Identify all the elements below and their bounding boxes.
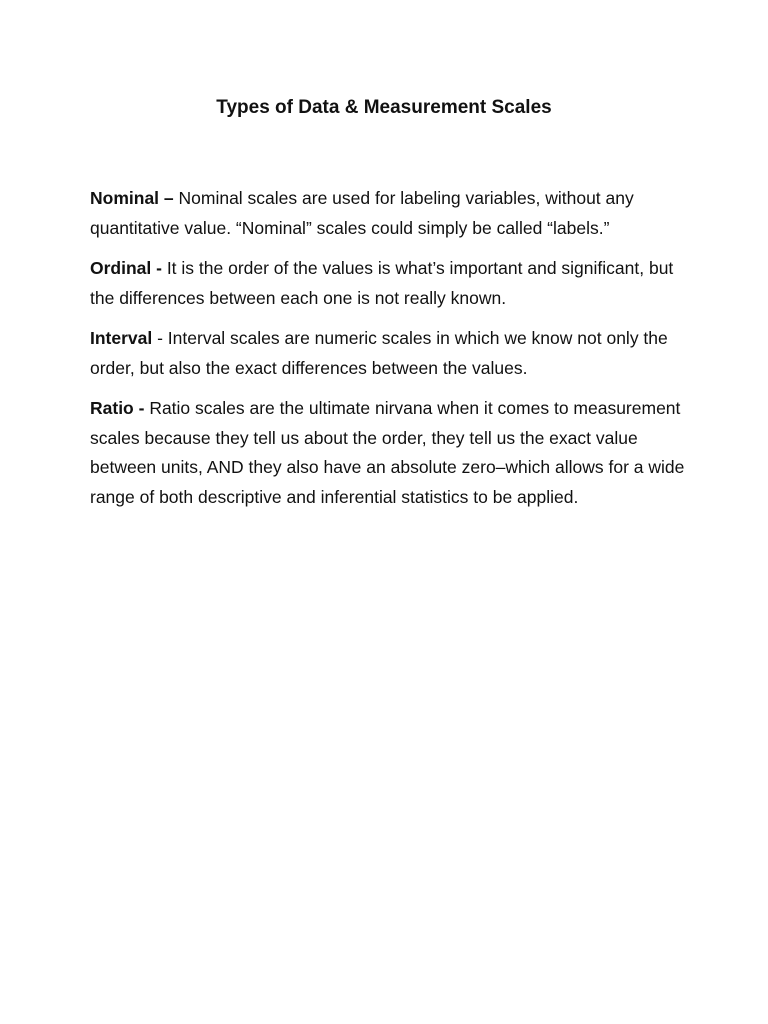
term-ratio: Ratio - [90,398,145,418]
term-ordinal: Ordinal - [90,258,162,278]
document-title: Types of Data & Measurement Scales [216,97,552,118]
paragraph-interval [90,324,690,383]
paragraph-ratio [90,394,690,512]
paragraph-ordinal [90,254,690,313]
paragraph-nominal [90,184,690,243]
definition-nominal: Nominal scales are used for labeling variables, without any quantitative value. “Nominal” scales could simply be called “labels.” [90,188,634,238]
document-body [90,184,690,523]
definition-ordinal: It is the order of the values is what’s important and significant, but the differences between each one is not really known. [90,258,674,308]
term-interval: Interval [90,328,153,348]
definition-interval: - Interval scales are numeric scales in which we know not only the order, but also the exact differences between the values. [90,328,668,378]
term-nominal: Nominal – [90,188,174,208]
definition-ratio: Ratio scales are the ultimate nirvana when it comes to measurement scales because they tell us about the order, they tell us the exact value between units, AND they also have an absolute zero–which allows for a wide range of both descriptive and inferential statistics to be applied. [90,398,685,507]
